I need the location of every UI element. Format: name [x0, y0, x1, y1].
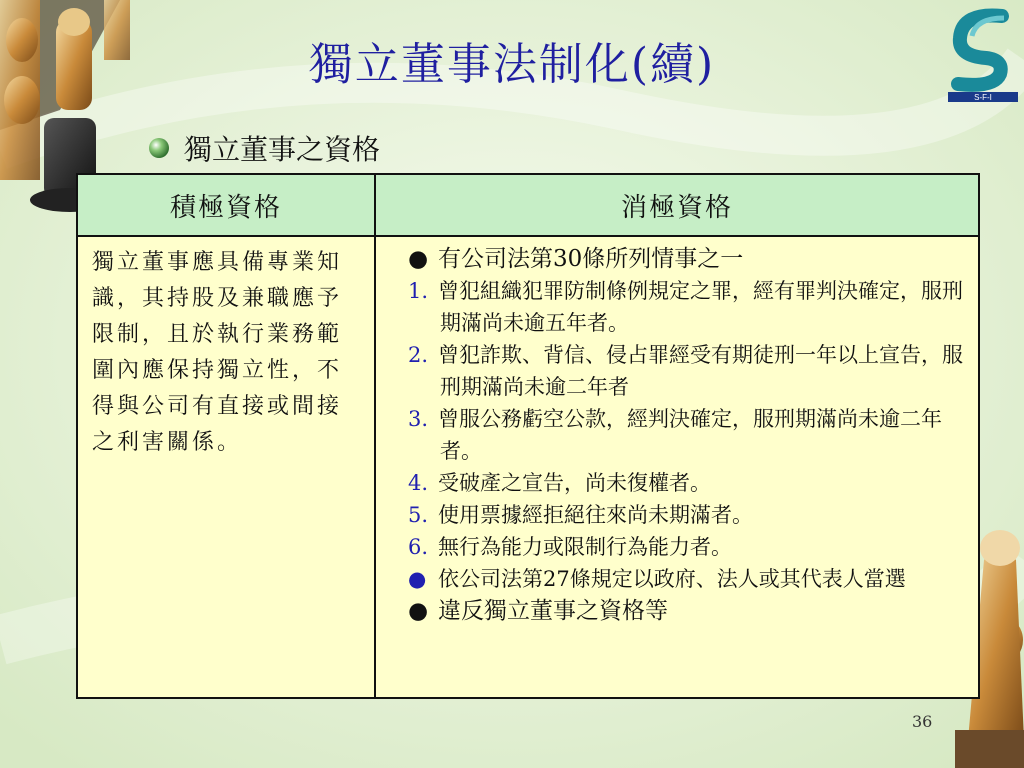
header-negative: 消極資格	[375, 174, 979, 236]
page-number: 36	[912, 712, 933, 731]
subtitle-text: 獨立董事之資格	[184, 133, 381, 166]
svg-text:S-F-I: S-F-I	[974, 93, 992, 102]
negative-qualification-cell	[375, 236, 979, 698]
slide-title: 獨立董事法制化(續)	[308, 39, 716, 90]
bullet-item: ● 有公司法第30條所列情事之一	[408, 243, 968, 275]
item-number: 6.	[408, 535, 429, 559]
numbered-item: 1. 曾犯組織犯罪防制條例規定之罪，經有罪判決確定，服刑期滿尚未逾五年者。	[408, 275, 968, 339]
item-number: 4.	[408, 471, 429, 495]
item-number: 1.	[408, 279, 429, 303]
qualification-table	[76, 173, 980, 699]
numbered-item: 5. 使用票據經拒絕往來尚未期滿者。	[408, 499, 968, 531]
numbered-item: 6. 無行為能力或限制行為能力者。	[408, 531, 968, 563]
positive-qualification-cell: 獨立董事應具備專業知識，其持股及兼職應予限制，且於執行業務範圍內應保持獨立性，不得與公司有直接或間接之利害關係。	[77, 236, 375, 698]
bullet-symbol: ●	[408, 567, 427, 591]
bullet-symbol: ●	[408, 246, 429, 272]
numbered-item: 3. 曾服公務虧空公款，經判決確定，服刑期滿尚未逾二年者。	[408, 403, 968, 467]
green-ball-bullet-icon	[148, 137, 170, 159]
numbered-item: 2. 曾犯詐欺、背信、侵占罪經受有期徒刑一年以上宣告，服刑期滿尚未逾二年者	[408, 339, 968, 403]
subtitle	[148, 128, 380, 168]
header-positive: 積極資格	[77, 174, 375, 236]
item-number: 5.	[408, 503, 429, 527]
item-number: 2.	[408, 343, 429, 367]
bullet-symbol: ●	[408, 598, 429, 624]
item-number: 3.	[408, 407, 429, 431]
bullet-item: ● 違反獨立董事之資格等	[408, 595, 968, 627]
numbered-item: 4. 受破產之宣告，尚未復權者。	[408, 467, 968, 499]
bullet-item: ● 依公司法第27條規定以政府、法人或其代表人當選	[408, 563, 968, 595]
